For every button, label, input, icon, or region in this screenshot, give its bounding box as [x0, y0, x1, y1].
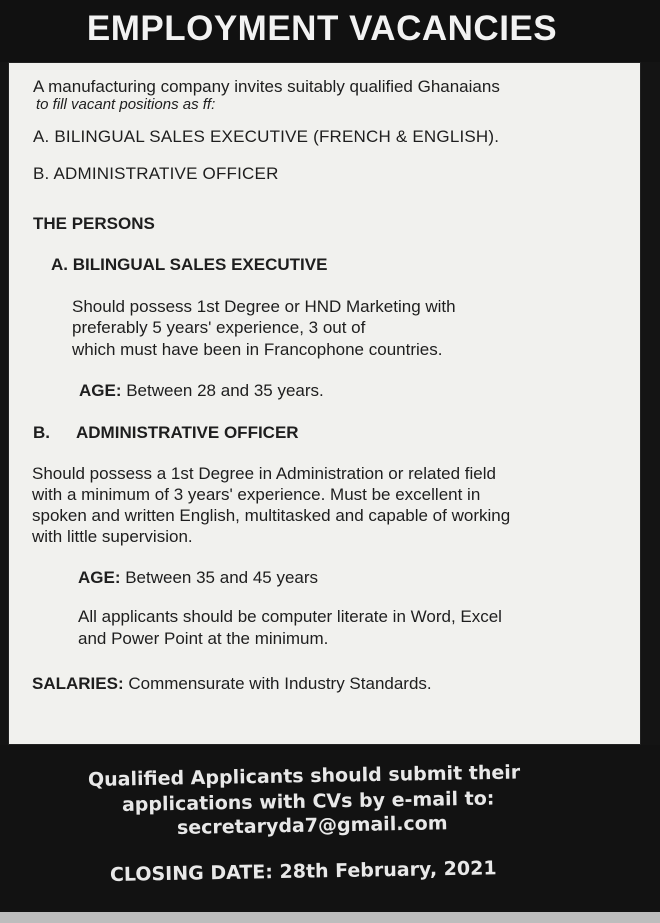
- persons-heading: THE PERSONS: [33, 214, 155, 233]
- position-item-a: A. BILINGUAL SALES EXECUTIVE (FRENCH & ENGLISH).: [33, 127, 500, 146]
- admin-age-label: AGE:: [78, 568, 121, 587]
- salaries-label: SALARIES:: [32, 674, 124, 693]
- header-banner: [0, 0, 660, 62]
- footer-line-1: Qualified Applicants should submit their: [87, 761, 521, 791]
- footer-line-2: applications with CVs by e-mail to:: [121, 787, 495, 816]
- admin-age: [78, 568, 318, 588]
- admin-desc-line-3: spoken and written English, multitasked and capable of working: [32, 506, 511, 525]
- admin-desc-line-1: Should possess a 1st Degree in Administration or related field: [32, 464, 496, 483]
- closing-date: [110, 857, 497, 886]
- closing-date-value: 28th February, 2021: [272, 857, 497, 884]
- admin-age-value: Between 35 and 45 years: [120, 568, 319, 587]
- sales-age-value: Between 28 and 35 years.: [121, 381, 324, 400]
- admin-desc-line-4: with little supervision.: [32, 527, 193, 546]
- footer-banner: [0, 745, 660, 923]
- intro-line-1: A manufacturing company invites suitably qualified Ghanaians: [33, 77, 500, 96]
- content-panel: [8, 62, 641, 745]
- contact-email: secretaryda7@gmail.com: [176, 812, 448, 839]
- computer-note-line-1: All applicants should be computer literate in Word, Excel: [78, 607, 502, 626]
- sales-desc-line-1: Should possess 1st Degree or HND Marketing with: [72, 297, 456, 316]
- salaries-line: [32, 674, 432, 694]
- sales-desc-line-2: preferably 5 years' experience, 3 out of: [72, 318, 366, 337]
- computer-note-line-2: and Power Point at the minimum.: [78, 629, 329, 648]
- page-title: EMPLOYMENT VACANCIES: [86, 9, 558, 48]
- closing-date-label: CLOSING DATE:: [109, 861, 274, 886]
- sales-age-label: AGE:: [79, 381, 122, 400]
- sales-desc-line-3: which must have been in Francophone countries.: [72, 340, 443, 359]
- sales-age: [79, 381, 324, 401]
- position-item-b: B. ADMINISTRATIVE OFFICER: [33, 164, 279, 183]
- admin-heading: ADMINISTRATIVE OFFICER: [76, 423, 299, 442]
- page-edge: [0, 912, 660, 923]
- sales-heading: A. BILINGUAL SALES EXECUTIVE: [51, 255, 328, 274]
- admin-desc-line-2: with a minimum of 3 years' experience. Must be excellent in: [32, 485, 481, 504]
- intro-line-2: to fill vacant positions as ff:: [36, 96, 216, 113]
- admin-letter: B.: [33, 423, 50, 442]
- salaries-value: Commensurate with Industry Standards.: [123, 674, 432, 693]
